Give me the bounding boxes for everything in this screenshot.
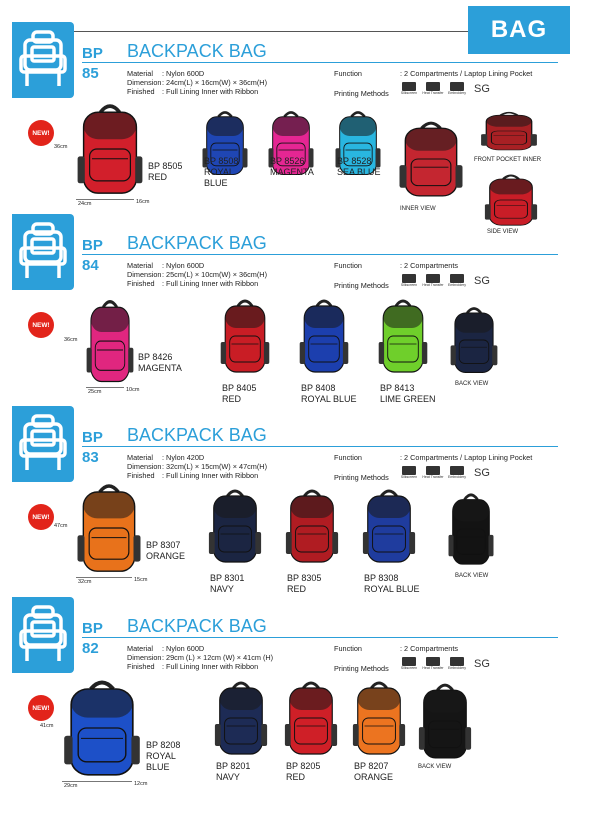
spec-value: : 32cm(L) × 15cm(W) × 47cm(H) (162, 462, 268, 471)
section-icon-box (12, 214, 74, 290)
printing-icons (400, 657, 490, 670)
new-badge: NEW! (28, 312, 54, 338)
function-line (334, 453, 532, 462)
main-product-caption: BP 8426 MAGENTA (138, 351, 182, 373)
sg-mark: SG (474, 275, 490, 287)
printing-method-label: Silkscreen (400, 91, 418, 95)
spec-line-material (127, 69, 204, 78)
section-title: BACKPACK BAG (127, 616, 267, 636)
dimension-length: 24cm (78, 201, 92, 207)
printing-method-label: Heat Transfer (422, 666, 444, 670)
dimension-width: 16cm (136, 199, 150, 205)
dimension-rule (62, 781, 132, 782)
printing-method-icon (400, 657, 418, 670)
printing-method-label: Silkscreen (400, 666, 418, 670)
printing-method-icon (424, 466, 442, 479)
variant-product-image (206, 486, 264, 571)
main-product-image (60, 676, 144, 785)
spec-line-finished (127, 471, 258, 480)
dimension-rule (76, 577, 132, 578)
section-icon-box (12, 406, 74, 482)
spec-line-finished (127, 662, 258, 671)
spec-line-dimension (127, 78, 267, 87)
spec-value: : Full Lining Inner with Ribbon (162, 87, 259, 96)
section-code-bp: BP (82, 237, 103, 254)
printing-method-label: Silkscreen (400, 475, 418, 479)
section-icon-box (12, 597, 74, 673)
view-image (448, 304, 500, 381)
section-code-bp: BP (82, 45, 103, 62)
backpack-view-image (482, 172, 540, 228)
spec-value: : Nylon 600D (162, 69, 205, 78)
sg-mark: SG (474, 467, 490, 479)
spec-line-material (127, 261, 204, 270)
dimension-length: 29cm (64, 783, 78, 789)
dimension-rule (76, 199, 134, 200)
printing-method-label: Heat Transfer (422, 283, 444, 287)
new-badge: NEW! (28, 120, 54, 146)
dimension-width: 12cm (134, 781, 148, 787)
printing-methods-label: Printing Methods (334, 281, 389, 290)
spec-line-material (127, 453, 204, 462)
variant-product-image (212, 678, 270, 763)
variant-caption: BP 8305 RED (287, 573, 322, 594)
printing-methods-label: Printing Methods (334, 664, 389, 673)
view-image (482, 172, 540, 233)
dimension-length: 32cm (78, 579, 92, 585)
backpack-view-image (416, 680, 474, 762)
variant-caption: BP 8528 SEA BLUE (337, 156, 381, 177)
variant-product-image (283, 486, 341, 571)
variant-caption: BP 8201 NAVY (216, 761, 251, 782)
printing-method-label: Heat Transfer (422, 475, 444, 479)
backpack-image (212, 678, 270, 758)
spec-line-dimension (127, 270, 267, 279)
view-caption: FRONT POCKET INNER (474, 157, 542, 163)
spec-value: : Nylon 420D (162, 453, 205, 462)
dimension-width: 15cm (134, 577, 148, 583)
variant-caption: BP 8413 LIME GREEN (380, 383, 436, 404)
printing-method-label: Silkscreen (400, 283, 418, 287)
header-rule (28, 31, 470, 32)
variant-caption: BP 8405 RED (222, 383, 257, 404)
function-line (334, 644, 458, 653)
spec-key: Finished (127, 279, 155, 288)
view-caption: BACK VIEW (455, 381, 489, 387)
section-code-bp: BP (82, 429, 103, 446)
print-glyph-icon (402, 82, 416, 91)
view-caption: SIDE VIEW (487, 229, 519, 235)
print-glyph-icon (450, 657, 464, 666)
function-key: Function (334, 644, 362, 653)
backpack-image (283, 486, 341, 566)
sg-mark: SG (474, 83, 490, 95)
spec-line-finished (127, 279, 258, 288)
view-image (416, 680, 474, 767)
spec-line-material (127, 644, 204, 653)
backpack-view-image (478, 110, 540, 152)
spec-key: Finished (127, 87, 155, 96)
variant-caption: BP 8308 ROYAL BLUE (364, 573, 420, 594)
section-icon-box (12, 22, 74, 98)
view-image (396, 118, 466, 205)
printing-icons (400, 466, 490, 479)
backpack-image (206, 486, 264, 566)
printing-method-icon (400, 466, 418, 479)
print-glyph-icon (426, 657, 440, 666)
section-code-num: 85 (82, 65, 99, 82)
spec-value: : Full Lining Inner with Ribbon (162, 279, 259, 288)
printing-method-label: Heat Transfer (422, 91, 444, 95)
backpack-image (74, 480, 144, 576)
printing-method-icon (424, 82, 442, 95)
backpack-image (376, 296, 430, 376)
section-title: BACKPACK BAG (127, 425, 267, 445)
spec-key: Material (127, 261, 153, 270)
variant-product-image (360, 486, 418, 571)
printing-method-icon (448, 274, 466, 287)
dimension-rule (86, 387, 124, 388)
printing-method-icon (448, 82, 466, 95)
variant-product-image (282, 678, 340, 763)
printing-methods-label: Printing Methods (334, 473, 389, 482)
backpack-icon (19, 30, 67, 90)
spec-key: Dimension (127, 78, 162, 87)
variant-product-image (350, 678, 408, 763)
dimension-height: 36cm (54, 144, 68, 151)
dimension-height: 41cm (40, 722, 54, 729)
function-key: Function (334, 69, 362, 78)
backpack-image (360, 486, 418, 566)
function-line (334, 69, 532, 78)
spec-value: : Full Lining Inner with Ribbon (162, 471, 259, 480)
section-rule (82, 254, 558, 255)
section-title: BACKPACK BAG (127, 233, 267, 253)
variant-product-image (218, 296, 272, 381)
spec-line-finished (127, 87, 258, 96)
spec-value: : 29cm (L) × 12cm (W) × 41cm (H) (162, 653, 274, 662)
spec-line-dimension (127, 462, 267, 471)
print-glyph-icon (402, 274, 416, 283)
function-key: Function (334, 261, 362, 270)
main-product-image (74, 100, 146, 203)
backpack-image (297, 296, 351, 376)
spec-value: : Nylon 600D (162, 644, 205, 653)
spec-key: Dimension (127, 270, 162, 279)
printing-method-icon (400, 274, 418, 287)
printing-method-label: Embroidery (448, 475, 466, 479)
print-glyph-icon (426, 82, 440, 91)
view-image (478, 110, 540, 157)
backpack-image (282, 678, 340, 758)
function-value: : 2 Compartments (400, 644, 458, 653)
dimension-height: 47cm (54, 523, 68, 530)
dimension-length: 25cm (88, 389, 102, 395)
printing-method-label: Embroidery (448, 91, 466, 95)
variant-caption: BP 8205 RED (286, 761, 321, 782)
section-title: BACKPACK BAG (127, 41, 267, 61)
view-caption: BACK VIEW (455, 573, 489, 579)
printing-icons (400, 274, 490, 287)
spec-value: : Full Lining Inner with Ribbon (162, 662, 259, 671)
main-product-caption: BP 8208 ROYAL BLUE (146, 740, 181, 773)
new-badge: NEW! (28, 504, 54, 530)
backpack-image (218, 296, 272, 376)
backpack-icon (19, 605, 67, 665)
view-caption: BACK VIEW (418, 764, 452, 770)
printing-method-icon (424, 657, 442, 670)
spec-value: : 25cm(L) × 10cm(W) × 36cm(H) (162, 270, 268, 279)
printing-method-label: Embroidery (448, 666, 466, 670)
print-glyph-icon (450, 466, 464, 475)
sg-mark: SG (474, 658, 490, 670)
dimension-height: 36cm (64, 336, 78, 343)
spec-value: : 24cm(L) × 16cm(W) × 36cm(H) (162, 78, 268, 87)
variant-caption: BP 8508 ROYAL BLUE (204, 156, 239, 188)
spec-key: Material (127, 69, 153, 78)
dimension-width: 10cm (126, 387, 140, 393)
spec-key: Dimension (127, 462, 162, 471)
main-product-caption: BP 8307 ORANGE (146, 539, 186, 561)
spec-value: : Nylon 600D (162, 261, 205, 270)
backpack-icon (19, 414, 67, 474)
variant-caption: BP 8301 NAVY (210, 573, 245, 594)
backpack-image (60, 676, 144, 780)
function-value: : 2 Compartments (400, 261, 458, 270)
print-glyph-icon (402, 657, 416, 666)
backpack-image (350, 678, 408, 758)
section-code-bp: BP (82, 620, 103, 637)
backpack-view-image (396, 118, 466, 200)
spec-key: Finished (127, 471, 155, 480)
variant-caption: BP 8526 MAGENTA (270, 156, 314, 177)
backpack-icon (19, 222, 67, 282)
print-glyph-icon (426, 274, 440, 283)
printing-method-icon (448, 657, 466, 670)
spec-key: Finished (127, 662, 155, 671)
printing-method-icon (448, 466, 466, 479)
variant-product-image (376, 296, 430, 381)
function-value: : 2 Compartments / Laptop Lining Pocket (400, 453, 533, 462)
main-product-image (84, 296, 136, 391)
new-badge: NEW! (28, 695, 54, 721)
category-tag: BAG (468, 6, 570, 54)
print-glyph-icon (450, 82, 464, 91)
section-rule (82, 446, 558, 447)
backpack-image (74, 100, 146, 198)
variant-caption: BP 8408 ROYAL BLUE (301, 383, 357, 404)
view-image (446, 490, 496, 573)
backpack-view-image (448, 304, 500, 376)
spec-line-dimension (127, 653, 273, 662)
printing-method-label: Embroidery (448, 283, 466, 287)
section-code-num: 84 (82, 257, 99, 274)
function-line (334, 261, 458, 270)
section-code-num: 83 (82, 449, 99, 466)
variant-caption: BP 8207 ORANGE (354, 761, 394, 782)
main-product-caption: BP 8505 RED (148, 160, 183, 182)
printing-icons (400, 82, 490, 95)
printing-method-icon (424, 274, 442, 287)
variant-product-image (297, 296, 351, 381)
function-value: : 2 Compartments / Laptop Lining Pocket (400, 69, 533, 78)
backpack-view-image (446, 490, 496, 568)
printing-methods-label: Printing Methods (334, 89, 389, 98)
print-glyph-icon (426, 466, 440, 475)
section-rule (82, 637, 558, 638)
section-rule (82, 62, 558, 63)
spec-key: Dimension (127, 653, 162, 662)
spec-key: Material (127, 453, 153, 462)
view-caption: INNER VIEW (400, 206, 436, 212)
function-key: Function (334, 453, 362, 462)
print-glyph-icon (450, 274, 464, 283)
print-glyph-icon (402, 466, 416, 475)
printing-method-icon (400, 82, 418, 95)
section-code-num: 82 (82, 640, 99, 657)
main-product-image (74, 480, 144, 581)
backpack-image (84, 296, 136, 386)
spec-key: Material (127, 644, 153, 653)
